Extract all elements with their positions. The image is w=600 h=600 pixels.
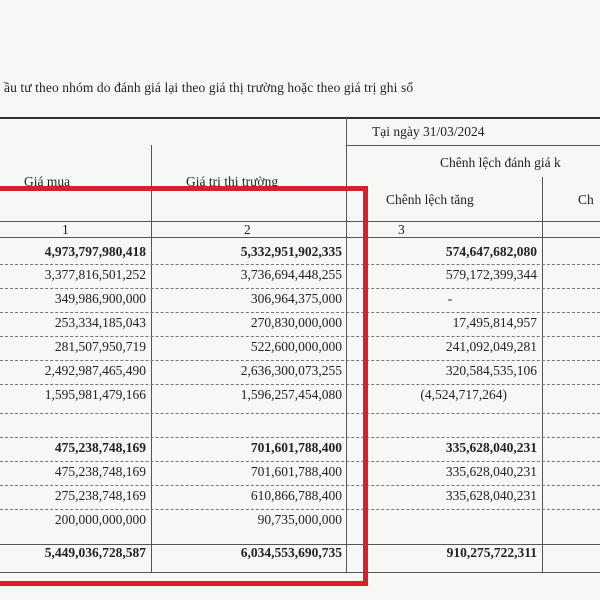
- table-cell-market: 270,830,000,000: [250, 315, 342, 330]
- table-cell-increase: 17,495,814,957: [452, 315, 537, 330]
- table-cell-increase: 335,628,040,231: [445, 488, 537, 503]
- purchase-header: Giá mua: [24, 174, 71, 189]
- table-cell-increase: 335,628,040,231: [445, 464, 537, 479]
- diff-group-header: Chênh lệch đánh giá k: [440, 155, 561, 170]
- table-cell-purchase: 2,492,987,465,490: [44, 363, 146, 378]
- table-cell-purchase: 5,449,036,728,587: [44, 545, 146, 560]
- table-cell-purchase: 4,973,797,980,418: [44, 244, 146, 259]
- table-cell-market: 2,636,300,073,255: [240, 363, 342, 378]
- partial-header: Ch: [578, 192, 594, 207]
- table-cell-purchase: 275,238,748,169: [54, 488, 146, 503]
- table-cell-market: 701,601,788,400: [250, 464, 342, 479]
- table-cell-market: 90,735,000,000: [257, 512, 342, 527]
- table-cell-market: 306,964,375,000: [250, 291, 342, 306]
- table-cell-increase: 579,172,399,344: [445, 267, 537, 282]
- market-header: Giá trị thị trường: [186, 174, 279, 189]
- table-cell-purchase: 3,377,816,501,252: [44, 267, 146, 282]
- table-cell-increase: 241,092,049,281: [445, 339, 537, 354]
- table-cell-increase: 335,628,040,231: [445, 440, 537, 455]
- table-cell-market: 1,596,257,454,080: [240, 387, 342, 402]
- table-cell-purchase: 200,000,000,000: [54, 512, 146, 527]
- section-heading: ầu tư theo nhóm do đánh giá lại theo giá thị trường hoặc theo giá trị ghi sổ: [4, 80, 414, 95]
- table-cell-market: 522,600,000,000: [250, 339, 342, 354]
- highlight-frame: [0, 186, 368, 586]
- table-cell-purchase: 1,595,981,479,166: [44, 387, 146, 402]
- col-number-2: 2: [244, 222, 251, 237]
- table-cell-market: 3,736,694,448,255: [240, 267, 342, 282]
- table-cell-market: 610,866,788,400: [250, 488, 342, 503]
- table-cell-market: 701,601,788,400: [250, 440, 342, 455]
- table-cell-increase: 574,647,682,080: [445, 244, 537, 259]
- table-cell-purchase: 349,986,900,000: [54, 291, 146, 306]
- table-cell-increase: 910,275,722,311: [446, 545, 537, 560]
- table-cell-purchase: 281,507,950,719: [54, 339, 146, 354]
- col-divider-3: [542, 177, 543, 572]
- table-cell-market: 6,034,553,690,735: [240, 545, 342, 560]
- table-cell-increase: 320,584,535,106: [445, 363, 537, 378]
- increase-header: Chênh lệch tăng: [386, 192, 474, 207]
- table-cell-market: 5,332,951,902,335: [240, 244, 342, 259]
- date-header: Tại ngày 31/03/2024: [372, 124, 485, 139]
- table-cell-increase: (4,524,717,264): [420, 387, 507, 402]
- date-header-rule: [346, 145, 600, 146]
- table-cell-increase: -: [447, 291, 453, 306]
- table-top-border: [0, 117, 600, 119]
- col-number-1: 1: [62, 222, 69, 237]
- table-cell-purchase: 253,334,185,043: [54, 315, 146, 330]
- table-cell-purchase: 475,238,748,169: [54, 440, 146, 455]
- col-number-3: 3: [398, 222, 405, 237]
- table-cell-purchase: 475,238,748,169: [54, 464, 146, 479]
